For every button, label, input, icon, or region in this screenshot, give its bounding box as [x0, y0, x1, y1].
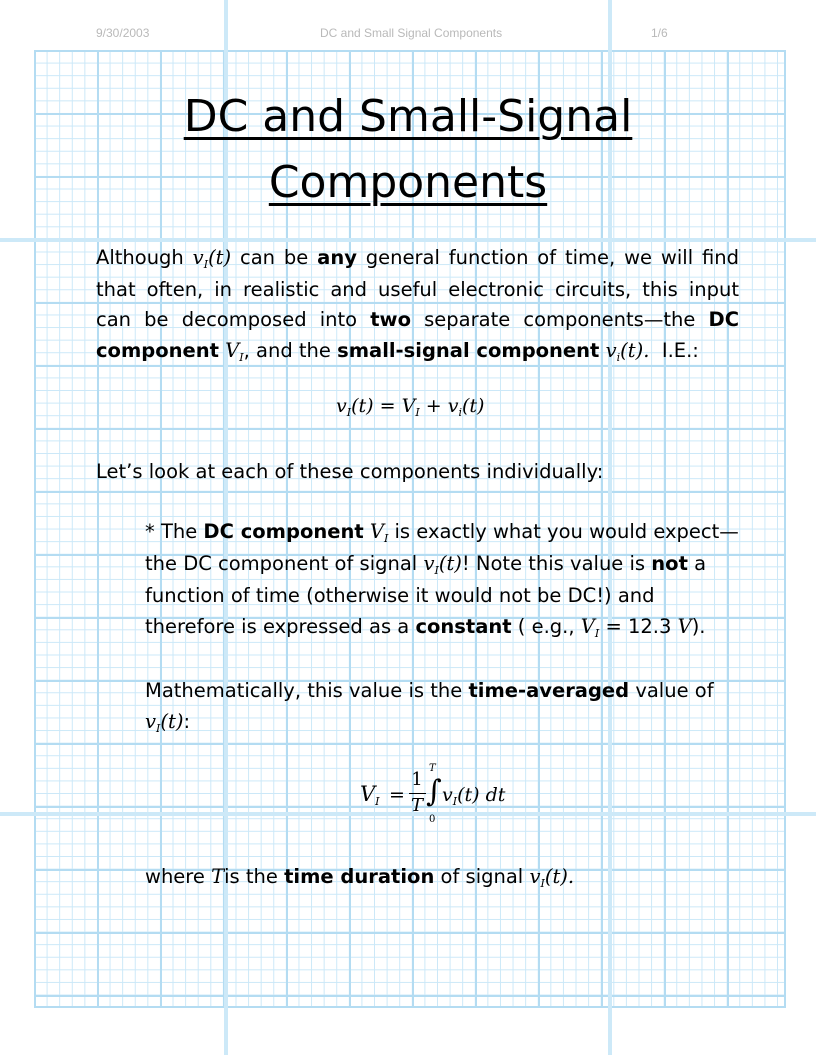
- header-date: 9/30/2003: [96, 26, 150, 40]
- page-header: [0, 26, 816, 44]
- dc-line-2: the DC component of signal $v_I(t)$! Note this value is not a: [145, 552, 707, 577]
- time-average-equation: $V_I$ = 1 T ∫ T 0 $v_I(t)$ dt: [360, 763, 506, 825]
- where-line: where Tis the time duration of signal $v_I(t)$.: [145, 865, 575, 890]
- intro-line-4: component $V_I$, and the small-signal component $v_i(t)$. I.E.:: [96, 339, 699, 364]
- intro-line-3: can be decomposed into two separate components—the DC: [96, 308, 740, 331]
- header-page-number: 1/6: [651, 26, 668, 40]
- page-title-line-1: DC and Small-Signal: [183, 91, 633, 142]
- math-line-2: $v_I(t)$:: [145, 710, 191, 735]
- VI-symbol: $V_I$: [225, 339, 244, 364]
- page-title-line-2: Components: [268, 157, 548, 208]
- dc-line-1: * The DC component $V_I$ is exactly what you would expect—: [145, 520, 739, 545]
- vI-symbol: $v_I(t)$: [192, 246, 232, 271]
- dc-line-4: therefore is expressed as a constant ( e.g., $V_I = 12.3$ V).: [145, 615, 706, 640]
- dc-line-3: function of time (otherwise it would not be DC!) and: [145, 584, 655, 607]
- vi-symbol: $v_i(t)$.: [605, 339, 650, 364]
- look-line: Let’s look at each of these components individually:: [96, 460, 604, 483]
- header-doc-title: DC and Small Signal Components: [320, 26, 503, 40]
- decomposition-equation: $v_I(t) = V_I + v_i(t)$: [336, 395, 485, 419]
- intro-line-1: Although $v_I(t)$ can be any general function of time, we will find: [96, 246, 739, 271]
- math-line-1: Mathematically, this value is the time-averaged value of: [145, 679, 714, 702]
- intro-line-2: that often, in realistic and useful electronic circuits, this input: [96, 278, 739, 301]
